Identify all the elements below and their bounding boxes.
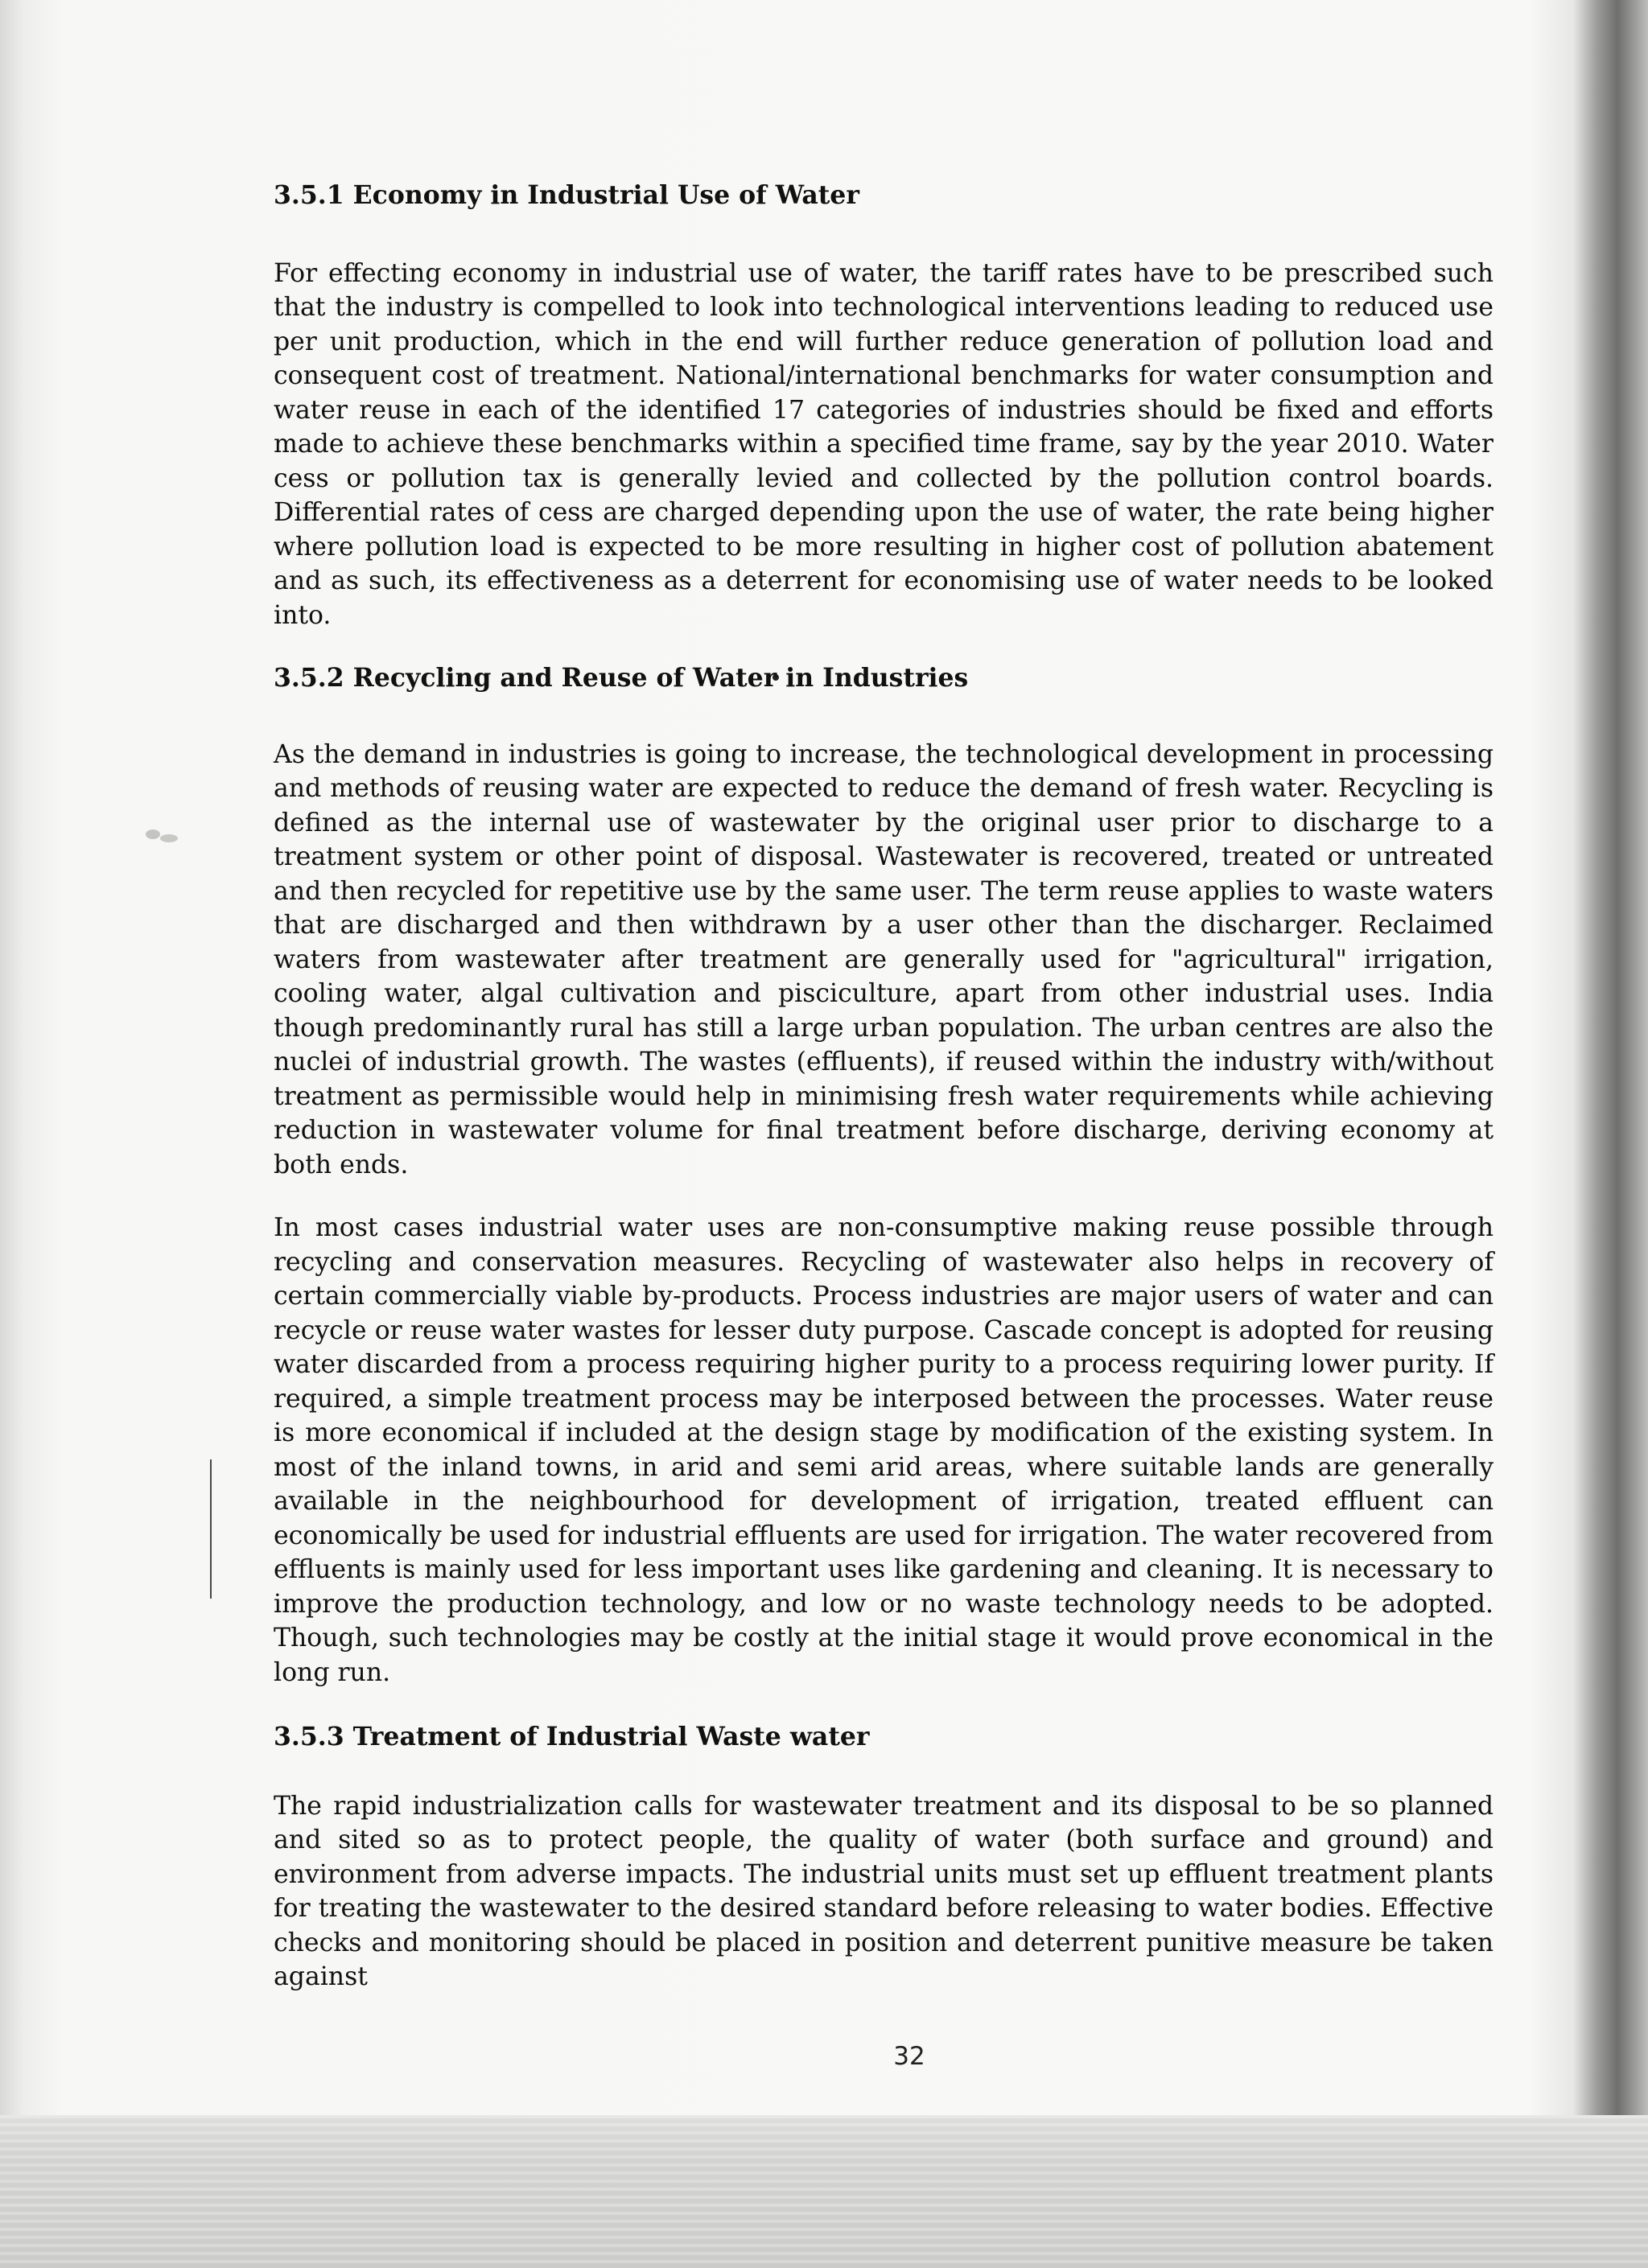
paragraph-economy-industrial-use: For effecting economy in industrial use of water, the tariff rates have to be prescribed such that the industry is compelled to look into technological interventions leading to reduced use per unit production, which in the end will further reduce generation of pollution load and consequent cost of treatment. National/international benchmarks for water consumption and water reuse in each of the identified 17 categories of industries should be fixed and efforts made to achieve these benchmarks within a specified time frame, say by the year 2010. Water cess or pollution tax is generally levied and collected by the pollution control boards. Differential rates of cess are charged depending upon the use of water, the rate being higher where pollution load is expected to be more resulting in higher cost of pollution abatement and as such, its effectiveness as a deterrent for economising use of water needs to be looked into. xyxy=(274,258,1494,630)
paragraph-recycling-reuse-2: In most cases industrial water uses are non-consumptive making reuse possible through recycling and conservation measures. Recycling of wastewater also helps in recovery of certain commercially viable by-products. Process industries are major users of water and can recycle or reuse water wastes for lesser duty purpose. Cascade concept is adopted for reusing water discarded from a process requiring higher purity to a process requiring lower purity. If required, a simple treatment process may be interposed between the processes. Water reuse is more economical if included at the design stage by modification of the existing system. In most of the inland towns, in arid and semi arid areas, where suitable lands are generally available in the neighbourhood for development of irrigation, treated effluent can economically be used for industrial effluents are used for irrigation. The water recovered from effluents is mainly used for less important uses like gardening and cleaning. It is necessary to improve the production technology, and low or no waste technology needs to be adopted. Though, such technologies may be costly at the initial stage it would prove economical in the long run. xyxy=(274,1213,1494,1687)
heading-3-5-2: 3.5.2 Recycling and Reuse of Water in Industries xyxy=(274,663,969,693)
ink-smudge-icon xyxy=(142,825,183,846)
heading-3-5-3: 3.5.3 Treatment of Industrial Waste water xyxy=(274,1722,870,1751)
document-body xyxy=(274,179,1494,1994)
paragraph-recycling-reuse-1: As the demand in industries is going to increase, the technological development in processing and methods of reusing water are expected to reduce the demand of fresh water. Recycling is defined as the internal use of wastewater by the original user prior to discharge to a treatment system or other point of disposal. Wastewater is recovered, treated or untreated and then recycled for repetitive use by the same user. The term reuse applies to waste waters that are discharged and then withdrawn by a user other than the discharger. Reclaimed waters from wastewater after treatment are generally used for "agricultural" irrigation, cooling water, algal cultivation and pisciculture, apart from other industrial uses. India though predominantly rural has still a large urban population. The urban centres are also the nuclei of industrial growth. The wastes (effluents), if reused within the industry with/without treatment as permissible would help in minimising fresh water requirements while achieving reduction in wastewater volume for final treatment before discharge, deriving economy at both ends. xyxy=(274,739,1494,1179)
page-number: 32 xyxy=(893,2042,925,2071)
paragraph-treatment-waste-water: The rapid industrialization calls for wastewater treatment and its disposal to be so planned and sited so as to protect people, the quality of water (both surface and ground) and environment from adverse impacts. The industrial units must set up effluent treatment plants for treating the wastewater to the desired standard before releasing to water bodies. Effective checks and monitoring should be placed in position and deterrent punitive measure be taken against xyxy=(274,1791,1494,1991)
margin-mark-line xyxy=(210,1459,212,1599)
heading-3-5-1: 3.5.1 Economy in Industrial Use of Water xyxy=(274,180,859,210)
scan-bottom-band xyxy=(0,2115,1648,2268)
